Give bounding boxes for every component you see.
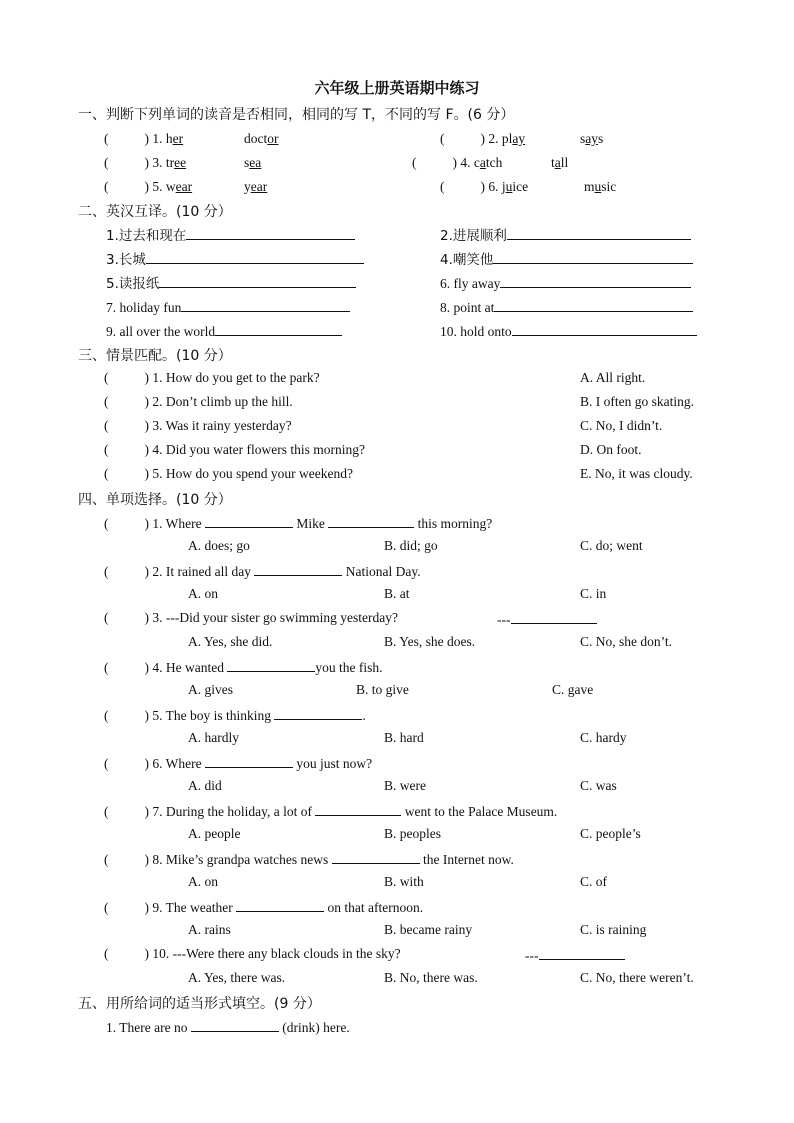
match-question bbox=[104, 418, 292, 434]
question-text: ) 6. Where bbox=[144, 756, 205, 771]
translation-blank[interactable] bbox=[186, 226, 355, 240]
answer-paren[interactable]: ( bbox=[440, 131, 445, 146]
mcq-answer-line bbox=[525, 946, 625, 964]
answer-paren[interactable]: ( bbox=[104, 516, 109, 531]
item-number: ) 2. bbox=[480, 131, 502, 146]
mcq-option[interactable]: A. rains bbox=[188, 922, 231, 937]
translation-item bbox=[106, 322, 342, 340]
translation-item bbox=[440, 250, 693, 268]
phonics-word-2 bbox=[551, 155, 568, 171]
word-1: play bbox=[501, 131, 526, 146]
phonics-item bbox=[104, 179, 192, 195]
mcq-option[interactable]: A. did bbox=[188, 778, 222, 793]
item-number: ) 1. bbox=[144, 131, 166, 146]
answer-paren[interactable]: ( bbox=[104, 370, 109, 385]
phonics-item bbox=[104, 131, 183, 147]
question-text: you the fish. bbox=[315, 660, 383, 675]
mcq-blank[interactable] bbox=[236, 898, 324, 912]
question-text: ) 1. Where bbox=[144, 516, 205, 531]
translation-blank[interactable] bbox=[146, 250, 364, 264]
mcq-question bbox=[104, 562, 421, 580]
translation-prompt: 2.进展顺利 bbox=[440, 228, 507, 244]
question-text: ) 4. He wanted bbox=[144, 660, 228, 675]
mcq-option[interactable]: B. hard bbox=[384, 730, 424, 745]
answer-paren[interactable]: ( bbox=[104, 660, 109, 675]
translation-item bbox=[106, 274, 356, 292]
answer-paren[interactable]: ( bbox=[104, 131, 109, 146]
answer-paren[interactable]: ( bbox=[104, 564, 109, 579]
mcq-option[interactable]: A. on bbox=[188, 586, 218, 601]
match-answer bbox=[580, 466, 693, 482]
section-5-heading: 五、用所给词的适当形式填空。(9 分） bbox=[78, 996, 321, 1012]
word-2: says bbox=[580, 131, 604, 146]
question-text: (drink) here. bbox=[278, 1020, 350, 1035]
answer-paren[interactable]: ( bbox=[104, 466, 109, 481]
mcq-blank[interactable] bbox=[315, 802, 401, 816]
answer-paren[interactable]: ( bbox=[104, 708, 109, 723]
translation-item bbox=[106, 250, 364, 268]
translation-blank[interactable] bbox=[181, 298, 350, 312]
translation-item bbox=[440, 226, 691, 244]
mcq-option[interactable]: C. gave bbox=[552, 682, 594, 697]
mcq-option[interactable]: C. hardy bbox=[580, 730, 627, 745]
question-text: ) 3. ---Did your sister go swimming yesterday? bbox=[144, 610, 398, 625]
translation-prompt: 3.长城 bbox=[106, 252, 146, 268]
item-number: ) 5. bbox=[144, 179, 166, 194]
mcq-option[interactable]: B. at bbox=[384, 586, 410, 601]
mcq-blank[interactable] bbox=[274, 706, 362, 720]
match-question bbox=[104, 394, 293, 410]
question-text: ) 3. Was it rainy yesterday? bbox=[144, 418, 292, 433]
match-answer bbox=[580, 370, 645, 386]
phonics-item bbox=[412, 155, 502, 171]
word-2: year bbox=[244, 179, 268, 194]
word-2: tall bbox=[551, 155, 569, 170]
word-2: doctor bbox=[244, 131, 279, 146]
translation-prompt: 9. all over the world bbox=[106, 324, 216, 339]
mcq-option[interactable]: B. No, there was. bbox=[384, 970, 478, 985]
mcq-blank[interactable] bbox=[511, 610, 597, 624]
question-text: went to the Palace Museum. bbox=[401, 804, 558, 819]
translation-prompt: 10. hold onto bbox=[440, 324, 512, 339]
mcq-option[interactable]: B. to give bbox=[356, 682, 409, 697]
match-question bbox=[104, 370, 320, 386]
match-question bbox=[104, 442, 365, 458]
translation-prompt: 1.过去和现在 bbox=[106, 228, 187, 244]
answer-text: A. All right. bbox=[580, 370, 646, 385]
mcq-question bbox=[104, 754, 372, 772]
translation-item bbox=[440, 274, 691, 292]
mcq-option[interactable]: A. hardly bbox=[188, 730, 239, 745]
mcq-option[interactable]: A. gives bbox=[188, 682, 233, 697]
word-1: wear bbox=[165, 179, 193, 194]
question-text: Mike bbox=[292, 516, 329, 531]
question-text: ) 8. Mike’s grandpa watches news bbox=[144, 852, 332, 867]
question-text: ) 5. The boy is thinking bbox=[144, 708, 275, 723]
match-question bbox=[104, 466, 353, 482]
question-text: ) 10. ---Were there any black clouds in the sky? bbox=[144, 946, 401, 961]
answer-paren[interactable]: ( bbox=[412, 155, 417, 170]
mcq-option[interactable]: C. of bbox=[580, 874, 607, 889]
translation-prompt: 6. fly away bbox=[440, 276, 501, 291]
answer-text: B. I often go skating. bbox=[580, 394, 694, 409]
mcq-blank[interactable] bbox=[205, 754, 293, 768]
match-answer bbox=[580, 442, 642, 458]
question-text: 1. There are no bbox=[106, 1020, 191, 1035]
mcq-question bbox=[104, 610, 398, 626]
match-answer bbox=[580, 418, 662, 434]
question-text: the Internet now. bbox=[419, 852, 514, 867]
phonics-item bbox=[440, 131, 525, 147]
answer-paren[interactable]: ( bbox=[104, 394, 109, 409]
mcq-option[interactable]: A. people bbox=[188, 826, 241, 841]
mcq-option[interactable]: B. peoples bbox=[384, 826, 441, 841]
fill-item bbox=[106, 1018, 350, 1036]
item-number: ) 4. bbox=[452, 155, 474, 170]
mcq-option[interactable]: C. No, there weren’t. bbox=[580, 970, 694, 985]
mcq-option[interactable]: B. Yes, she does. bbox=[384, 634, 476, 649]
translation-blank[interactable] bbox=[507, 226, 691, 240]
question-text: on that afternoon. bbox=[324, 900, 424, 915]
mcq-option[interactable]: A. on bbox=[188, 874, 218, 889]
mcq-option[interactable]: B. did; go bbox=[384, 538, 438, 553]
section-4-heading: 四、单项选择。(10 分） bbox=[78, 492, 232, 508]
translation-blank[interactable] bbox=[215, 322, 342, 336]
answer-paren[interactable]: ( bbox=[440, 179, 445, 194]
mcq-question bbox=[104, 850, 514, 868]
mcq-question bbox=[104, 658, 382, 676]
mcq-option[interactable]: C. No, she don’t. bbox=[580, 634, 673, 649]
answer-paren[interactable]: ( bbox=[104, 946, 109, 961]
word-1: juice bbox=[501, 179, 529, 194]
translation-prompt: 5.读报纸 bbox=[106, 276, 160, 292]
answer-text: E. No, it was cloudy. bbox=[580, 466, 693, 481]
mcq-option[interactable]: C. people’s bbox=[580, 826, 641, 841]
answer-paren[interactable]: ( bbox=[104, 442, 109, 457]
word-1: tree bbox=[165, 155, 187, 170]
match-answer bbox=[580, 394, 694, 410]
mcq-blank[interactable] bbox=[328, 514, 414, 528]
translation-item bbox=[440, 298, 693, 316]
question-text: ) 2. Don’t climb up the hill. bbox=[144, 394, 293, 409]
dash: --- bbox=[497, 612, 511, 627]
answer-paren[interactable]: ( bbox=[104, 610, 109, 625]
translation-blank[interactable] bbox=[500, 274, 691, 288]
translation-prompt: 7. holiday fun bbox=[106, 300, 182, 315]
section-1-heading: 一、判断下列单词的读音是否相同，相同的写 T，不同的写 F。(6 分） bbox=[78, 107, 515, 123]
dash: --- bbox=[525, 948, 539, 963]
word-1: her bbox=[165, 131, 184, 146]
phonics-word-2 bbox=[580, 131, 603, 147]
question-text: ) 5. How do you spend your weekend? bbox=[144, 466, 353, 481]
question-text: ) 1. How do you get to the park? bbox=[144, 370, 320, 385]
phonics-item bbox=[440, 179, 528, 195]
translation-item bbox=[106, 226, 355, 244]
word-2: sea bbox=[244, 155, 262, 170]
question-text: National Day. bbox=[342, 564, 421, 579]
mcq-question bbox=[104, 514, 492, 532]
mcq-question bbox=[104, 706, 366, 724]
answer-paren[interactable]: ( bbox=[104, 155, 109, 170]
item-number: ) 6. bbox=[480, 179, 502, 194]
answer-paren[interactable]: ( bbox=[104, 418, 109, 433]
answer-paren[interactable]: ( bbox=[104, 756, 109, 771]
phonics-word-2 bbox=[584, 179, 616, 195]
mcq-option[interactable]: A. Yes, she did. bbox=[188, 634, 273, 649]
question-text: ) 4. Did you water flowers this morning? bbox=[144, 442, 365, 457]
answer-text: C. No, I didn’t. bbox=[580, 418, 663, 433]
answer-text: D. On foot. bbox=[580, 442, 642, 457]
mcq-blank[interactable] bbox=[332, 850, 420, 864]
answer-paren[interactable]: ( bbox=[104, 804, 109, 819]
mcq-option[interactable]: C. do; went bbox=[580, 538, 643, 553]
mcq-answer-line bbox=[497, 610, 597, 628]
mcq-blank[interactable] bbox=[227, 658, 315, 672]
translation-blank[interactable] bbox=[159, 274, 356, 288]
mcq-option[interactable]: C. is raining bbox=[580, 922, 647, 937]
translation-prompt: 8. point at bbox=[440, 300, 495, 315]
question-text: ) 9. The weather bbox=[144, 900, 237, 915]
fill-blank[interactable] bbox=[191, 1018, 279, 1032]
section-2-heading: 二、英汉互译。(10 分） bbox=[78, 204, 232, 220]
question-text: ) 7. During the holiday, a lot of bbox=[144, 804, 316, 819]
mcq-question bbox=[104, 802, 557, 820]
mcq-option[interactable]: A. Yes, there was. bbox=[188, 970, 286, 985]
answer-paren[interactable]: ( bbox=[104, 179, 109, 194]
phonics-word-2 bbox=[244, 131, 279, 147]
question-text: this morning? bbox=[414, 516, 493, 531]
mcq-option[interactable]: A. does; go bbox=[188, 538, 250, 553]
phonics-word-2 bbox=[244, 179, 267, 195]
mcq-blank[interactable] bbox=[539, 946, 625, 960]
page-title: 六年级上册英语期中练习 bbox=[314, 79, 480, 97]
word-1: catch bbox=[473, 155, 503, 170]
mcq-question bbox=[104, 898, 423, 916]
phonics-item bbox=[104, 155, 186, 171]
item-number: ) 3. bbox=[144, 155, 166, 170]
answer-paren[interactable]: ( bbox=[104, 852, 109, 867]
translation-blank[interactable] bbox=[512, 322, 697, 336]
translation-item bbox=[106, 298, 350, 316]
answer-paren[interactable]: ( bbox=[104, 900, 109, 915]
word-2: music bbox=[584, 179, 617, 194]
mcq-question bbox=[104, 946, 401, 962]
question-text: ) 2. It rained all day bbox=[144, 564, 255, 579]
translation-blank[interactable] bbox=[494, 298, 693, 312]
mcq-blank[interactable] bbox=[205, 514, 293, 528]
section-3-heading: 三、情景匹配。(10 分） bbox=[78, 348, 232, 364]
mcq-option[interactable]: B. became rainy bbox=[384, 922, 473, 937]
translation-prompt: 4.嘲笑他 bbox=[440, 252, 494, 268]
mcq-option[interactable]: C. in bbox=[580, 586, 607, 601]
mcq-blank[interactable] bbox=[254, 562, 342, 576]
question-text: . bbox=[362, 708, 366, 723]
mcq-option[interactable]: C. was bbox=[580, 778, 617, 793]
mcq-option[interactable]: B. were bbox=[384, 778, 426, 793]
translation-blank[interactable] bbox=[493, 250, 693, 264]
phonics-word-2 bbox=[244, 155, 261, 171]
question-text: you just now? bbox=[292, 756, 373, 771]
mcq-option[interactable]: B. with bbox=[384, 874, 424, 889]
translation-item bbox=[440, 322, 697, 340]
